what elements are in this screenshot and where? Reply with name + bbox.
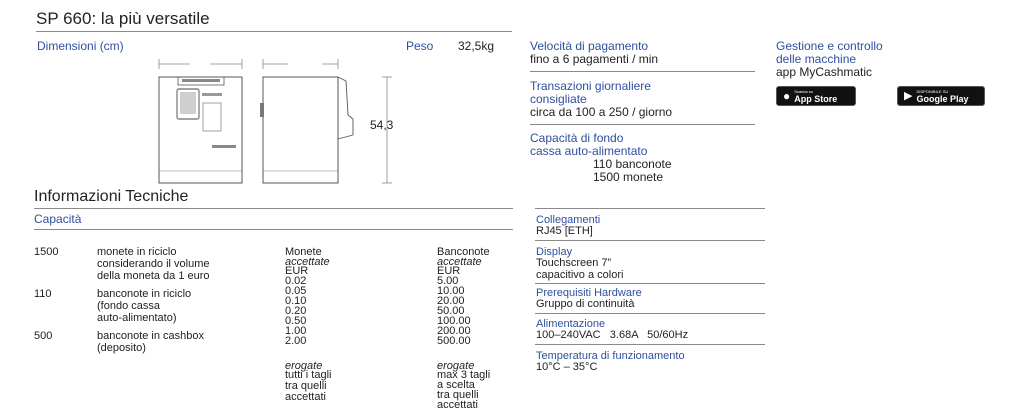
machine-drawing xyxy=(150,55,405,190)
side-view xyxy=(260,77,353,183)
specs-divider xyxy=(535,208,765,209)
payment-speed-value: fino a 6 pagamenti / min xyxy=(530,52,659,66)
apple-icon: ● xyxy=(783,89,791,103)
fund-capacity-label-1: Capacità di fondo xyxy=(530,131,624,145)
weight-label: Peso xyxy=(406,39,434,53)
divider-1 xyxy=(530,71,755,72)
daily-transactions-label-1: Transazioni giornaliere xyxy=(530,79,651,93)
management-label-2: delle macchine xyxy=(776,52,857,66)
title-divider xyxy=(36,31,512,32)
spec-label-power: Alimentazione xyxy=(536,318,606,330)
capacity-label: Capacità xyxy=(34,212,82,226)
spec-label-hardware: Prerequisiti Hardware xyxy=(536,287,642,299)
coins-header: Monete xyxy=(285,246,322,258)
capacity-desc-1: monete in riciclo considerando il volume della moneta da 1 euro xyxy=(97,246,210,282)
spec-label-temperature: Temperatura di funzionamento xyxy=(536,350,685,362)
play-icon: ▶ xyxy=(904,89,913,102)
spec-value-temperature: 10°C – 35°C xyxy=(536,361,598,373)
coins-values: EUR 0.02 0.05 0.10 0.20 0.50 1.00 2.00 xyxy=(285,265,309,347)
spec-label-connections: Collegamenti xyxy=(536,214,601,226)
spec-value-power: 100–240VAC 3.68A 50/60Hz xyxy=(536,329,689,341)
app-store-badge[interactable]: ● Scarica su App Store xyxy=(776,86,856,106)
payment-speed-label: Velocità di pagamento xyxy=(530,39,649,53)
divider-2 xyxy=(530,124,755,125)
management-label-1: Gestione e controllo xyxy=(776,39,883,53)
coins-accepted-label: accettate xyxy=(285,256,330,268)
spec-divider-3 xyxy=(535,313,765,314)
capacity-qty-1: 1500 xyxy=(34,246,59,258)
fund-capacity-coins: 1500 monete xyxy=(593,170,664,184)
google-play-badge[interactable]: ▶ DISPONIBILE SU Google Play xyxy=(897,86,985,106)
spec-label-display: Display xyxy=(536,246,573,258)
front-view xyxy=(159,77,242,183)
capacity-qty-3: 500 xyxy=(34,330,53,342)
banknotes-header: Banconote xyxy=(437,246,490,258)
height-value: 54,3 xyxy=(370,118,394,132)
banknotes-dispensed-desc: max 3 tagli a scelta tra quelli accettati xyxy=(437,369,491,411)
spec-divider-2 xyxy=(535,283,765,284)
spec-value-display: Touchscreen 7” capacitivo a colori xyxy=(536,257,624,281)
capacity-qty-2: 110 xyxy=(34,288,52,300)
fund-capacity-label-2: cassa auto-alimentato xyxy=(530,144,648,158)
page-title: SP 660: la più versatile xyxy=(36,9,210,28)
tech-info-heading: Informazioni Tecniche xyxy=(34,188,189,205)
banknotes-accepted-label: accettate xyxy=(437,256,482,268)
tech-info-divider xyxy=(34,208,513,209)
banknotes-values: EUR 5.00 10.00 20.00 50.00 100.00 200.00 500.00 xyxy=(437,265,471,347)
spec-value-hardware: Gruppo di continuità xyxy=(536,298,635,310)
weight-value: 32,5kg xyxy=(458,39,495,53)
daily-transactions-label-2: consigliate xyxy=(530,92,587,106)
management-app: app MyCashmatic xyxy=(776,65,873,79)
coins-dispensed-desc: tutti i tagli tra quelli accettati xyxy=(285,369,332,403)
capacity-desc-2: banconote in riciclo (fondo cassa auto-alimentato) xyxy=(97,288,192,324)
capacity-divider xyxy=(34,229,513,230)
dimensions-label: Dimensioni (cm) xyxy=(37,39,124,53)
daily-transactions-value: circa da 100 a 250 / giorno xyxy=(530,105,673,119)
fund-capacity-banknotes: 110 banconote xyxy=(593,157,672,171)
spec-divider-1 xyxy=(535,240,765,241)
capacity-desc-3: banconote in cashbox (deposito) xyxy=(97,330,205,354)
coins-dispensed-label: erogate xyxy=(285,360,323,372)
spec-divider-4 xyxy=(535,344,765,345)
spec-value-connections: RJ45 [ETH] xyxy=(536,225,593,237)
banknotes-dispensed-label: erogate xyxy=(437,360,475,372)
